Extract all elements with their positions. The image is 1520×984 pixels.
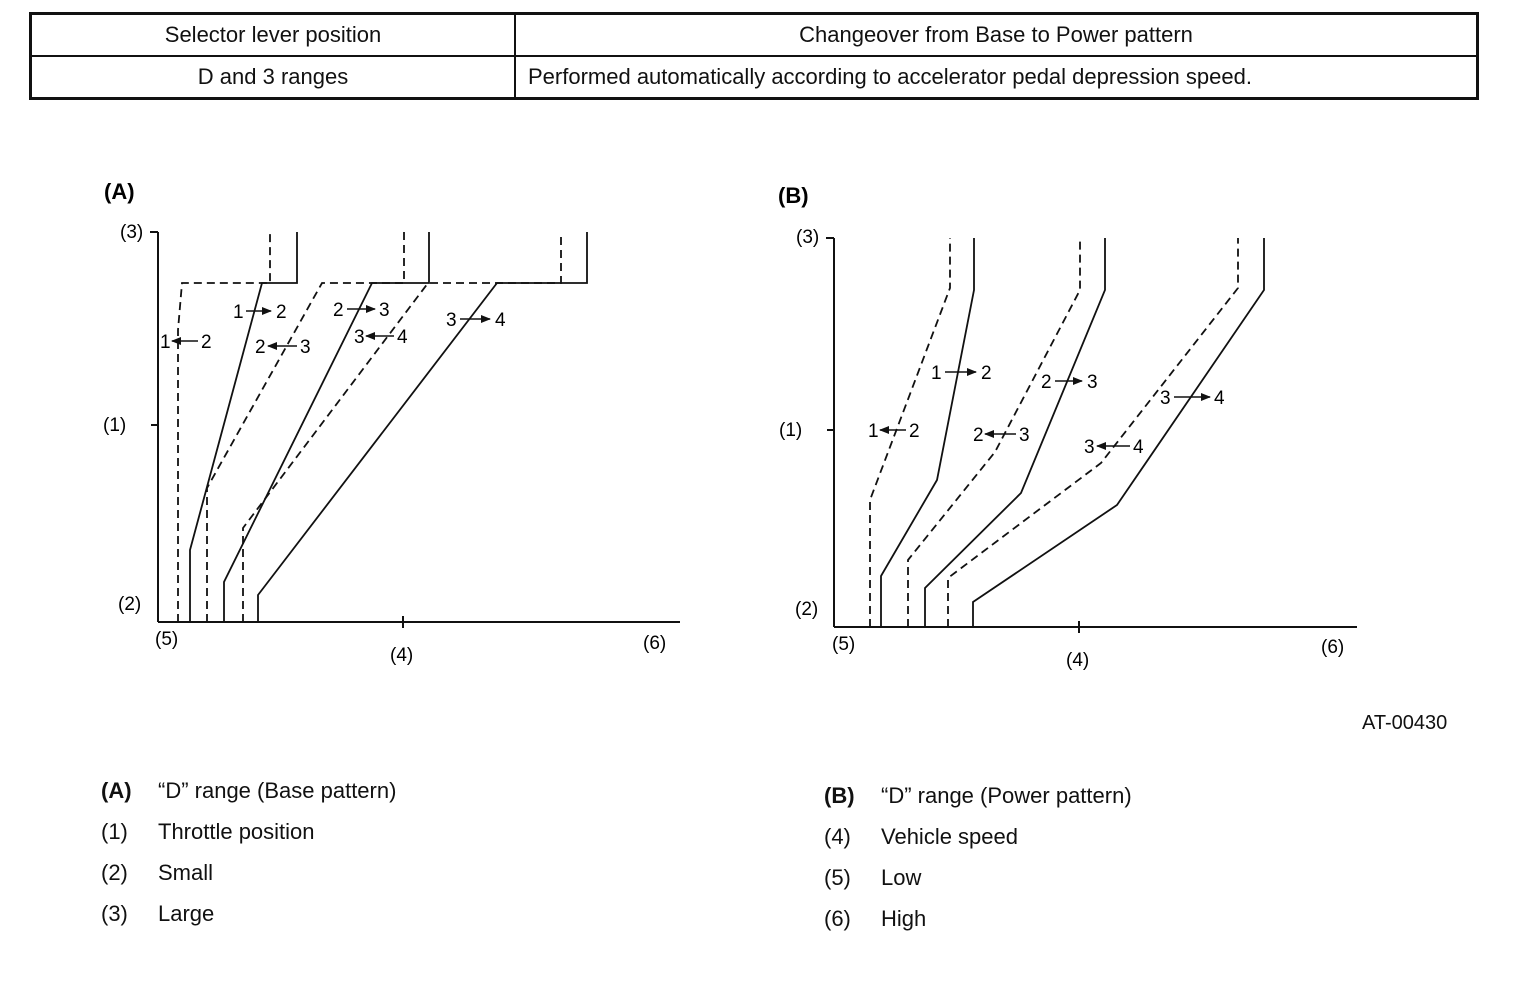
figure-a-axes bbox=[150, 232, 680, 628]
figure-a-curves bbox=[178, 232, 587, 622]
header-changeover: Changeover from Base to Power pattern bbox=[515, 14, 1478, 57]
svg-text:2: 2 bbox=[333, 300, 344, 321]
figure-a bbox=[103, 179, 680, 666]
svg-text:1: 1 bbox=[931, 363, 942, 384]
legend-key: (1) bbox=[101, 819, 128, 844]
curve-b-upshift-2-3 bbox=[925, 238, 1105, 627]
svg-text:2: 2 bbox=[973, 425, 984, 446]
axis-a-y-top-label: (3) bbox=[120, 222, 144, 243]
legend-key: (3) bbox=[101, 901, 128, 926]
legend-text: High bbox=[881, 906, 927, 931]
svg-text:3: 3 bbox=[1087, 372, 1098, 393]
axis-a-y-mid-label: (1) bbox=[103, 415, 127, 436]
svg-text:1: 1 bbox=[868, 421, 879, 442]
axis-b-y-bottom-label: (2) bbox=[795, 599, 819, 620]
axis-a-y-bottom-label: (2) bbox=[118, 594, 142, 615]
svg-text:1: 1 bbox=[160, 332, 171, 353]
label-a-down-2-3 bbox=[255, 337, 311, 358]
curve-b-upshift-3-4 bbox=[973, 238, 1264, 627]
figure-b-label: (B) bbox=[778, 183, 809, 208]
figure-b-axes bbox=[826, 238, 1357, 633]
axis-b-y-top-label: (3) bbox=[796, 227, 820, 248]
svg-text:3: 3 bbox=[1084, 437, 1095, 458]
svg-text:4: 4 bbox=[397, 327, 408, 348]
svg-text:4: 4 bbox=[1133, 437, 1144, 458]
svg-text:2: 2 bbox=[255, 337, 266, 358]
label-b-up-1-2 bbox=[931, 363, 992, 384]
curve-a-downshift-3-4 bbox=[243, 232, 561, 622]
figure-code: AT-00430 bbox=[1362, 712, 1448, 734]
legend-key: (6) bbox=[824, 906, 851, 931]
curve-a-downshift-2-3 bbox=[207, 232, 404, 622]
cell-changeover-description: Performed automatically according to accelerator pedal depression speed. bbox=[515, 56, 1478, 99]
axis-b-x-mid-label: (4) bbox=[1066, 650, 1090, 671]
label-a-up-1-2 bbox=[233, 302, 287, 323]
svg-text:3: 3 bbox=[1019, 425, 1030, 446]
axis-a-x-right-label: (6) bbox=[643, 633, 667, 654]
svg-text:3: 3 bbox=[300, 337, 311, 358]
svg-text:1: 1 bbox=[233, 302, 244, 323]
legend-key: (2) bbox=[101, 860, 128, 885]
label-b-down-1-2 bbox=[868, 421, 920, 442]
figure-a-label: (A) bbox=[104, 179, 135, 204]
legend-key: (4) bbox=[824, 824, 851, 849]
legend-text: “D” range (Base pattern) bbox=[158, 778, 397, 803]
cell-ranges: D and 3 ranges bbox=[31, 56, 516, 99]
label-b-up-3-4 bbox=[1160, 388, 1225, 409]
svg-text:4: 4 bbox=[1214, 388, 1225, 409]
label-a-down-3-4 bbox=[354, 327, 408, 348]
svg-text:3: 3 bbox=[379, 300, 390, 321]
legend-key: (A) bbox=[101, 778, 132, 803]
figure-b-shift-labels bbox=[868, 363, 1225, 458]
svg-text:3: 3 bbox=[354, 327, 365, 348]
legend-text: Small bbox=[158, 860, 214, 885]
label-a-up-3-4 bbox=[446, 310, 506, 331]
figure-b bbox=[778, 183, 1357, 671]
axis-b-x-left-label: (5) bbox=[832, 634, 856, 655]
svg-text:2: 2 bbox=[909, 421, 920, 442]
curve-b-downshift-3-4 bbox=[948, 238, 1238, 627]
svg-text:3: 3 bbox=[1160, 388, 1171, 409]
label-a-down-1-2 bbox=[160, 332, 212, 353]
legend-text: Throttle position bbox=[158, 819, 315, 844]
svg-text:2: 2 bbox=[981, 363, 992, 384]
axis-a-x-mid-label: (4) bbox=[390, 645, 414, 666]
figure-a-axis-labels bbox=[103, 222, 666, 666]
legend-text: Large bbox=[158, 901, 215, 926]
legend-text: “D” range (Power pattern) bbox=[881, 783, 1132, 808]
axis-a-x-left-label: (5) bbox=[155, 629, 179, 650]
curve-b-downshift-2-3 bbox=[908, 238, 1080, 627]
header-selector-position: Selector lever position bbox=[31, 14, 516, 57]
svg-text:3: 3 bbox=[446, 310, 457, 331]
svg-text:4: 4 bbox=[495, 310, 506, 331]
figure-b-axis-labels bbox=[779, 227, 1344, 671]
axis-b-y-mid-label: (1) bbox=[779, 420, 803, 441]
svg-text:2: 2 bbox=[201, 332, 212, 353]
legend-text: Vehicle speed bbox=[881, 824, 1018, 849]
axis-b-x-right-label: (6) bbox=[1321, 637, 1345, 658]
svg-text:2: 2 bbox=[276, 302, 287, 323]
legend-text: Low bbox=[881, 865, 922, 890]
curve-a-upshift-2-3 bbox=[224, 232, 429, 622]
label-b-down-2-3 bbox=[973, 425, 1030, 446]
figure-a-shift-labels bbox=[160, 300, 506, 358]
svg-text:2: 2 bbox=[1041, 372, 1052, 393]
legend-key: (B) bbox=[824, 783, 855, 808]
legend-key: (5) bbox=[824, 865, 851, 890]
figure-b-curves bbox=[870, 238, 1264, 627]
